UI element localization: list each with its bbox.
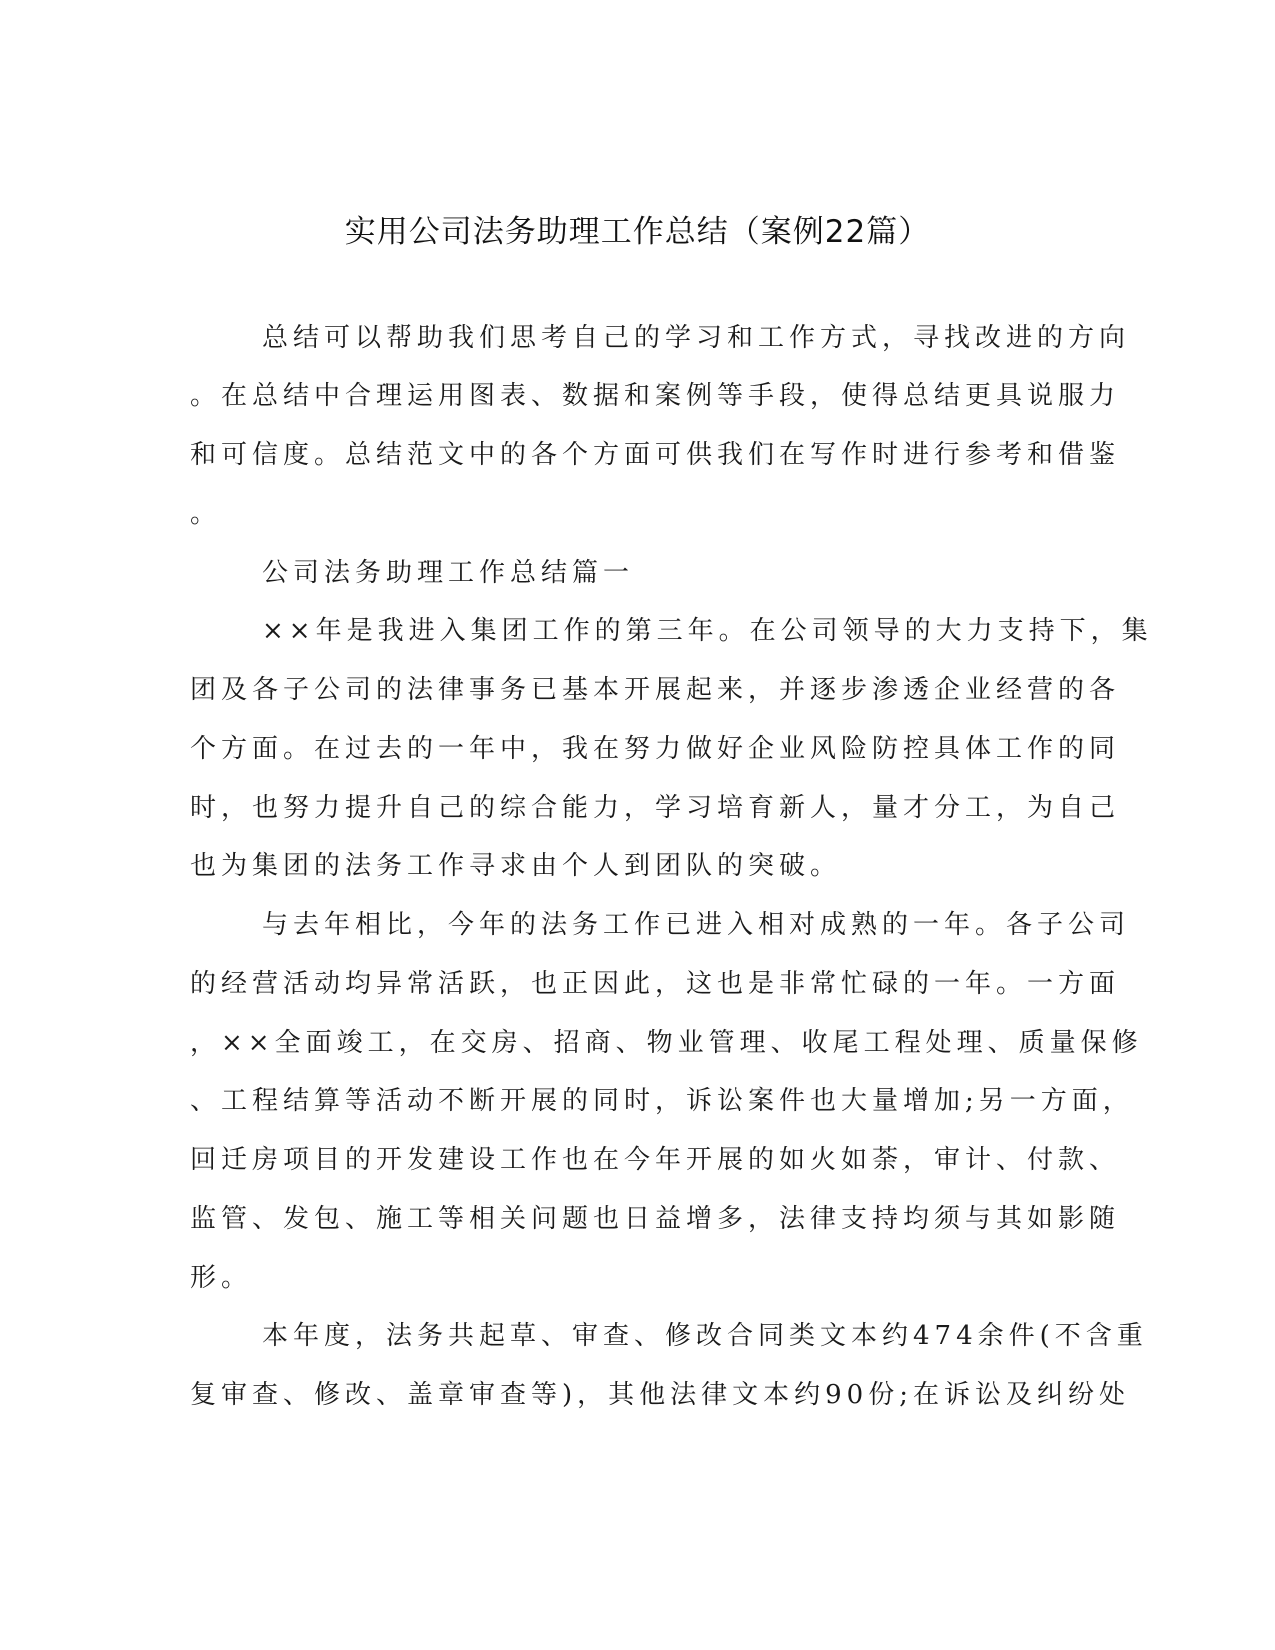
paragraph-line: 总结可以帮助我们思考自己的学习和工作方式，寻找改进的方向 — [262, 323, 1131, 353]
section-heading: 公司法务助理工作总结篇一 — [262, 558, 635, 588]
paragraph-line: 。在总结中合理运用图表、数据和案例等手段，使得总结更具说服力 — [190, 381, 1121, 411]
paragraph-line: ，××全面竣工，在交房、招商、物业管理、收尾工程处理、质量保修 — [190, 1028, 1143, 1058]
paragraph-line: 也为集团的法务工作寻求由个人到团队的突破。 — [190, 851, 842, 881]
paragraph-line: 团及各子公司的法律事务已基本开展起来，并逐步渗透企业经营的各 — [190, 675, 1121, 705]
paragraph-line: 复审查、修改、盖章审查等)，其他法律文本约90份;在诉讼及纠纷处 — [190, 1380, 1130, 1410]
paragraph-line: 本年度，法务共起草、审查、修改合同类文本约474余件(不含重 — [262, 1321, 1148, 1351]
paragraph-line: 。 — [190, 499, 222, 529]
paragraph-line: ××年是我进入集团工作的第三年。在公司领导的大力支持下，集 — [262, 616, 1153, 646]
paragraph-line: 、工程结算等活动不断开展的同时，诉讼案件也大量增加;另一方面， — [190, 1086, 1134, 1116]
paragraph-line: 与去年相比，今年的法务工作已进入相对成熟的一年。各子公司 — [262, 910, 1131, 940]
paragraph-line: 形。 — [190, 1263, 253, 1293]
paragraph-line: 回迁房项目的开发建设工作也在今年开展的如火如荼，审计、付款、 — [190, 1145, 1121, 1175]
paragraph-line: 监管、发包、施工等相关问题也日益增多，法律支持均须与其如影随 — [190, 1204, 1121, 1234]
paragraph-line: 时，也努力提升自己的综合能力，学习培育新人，量才分工，为自己 — [190, 793, 1121, 823]
document-title: 实用公司法务助理工作总结（案例22篇） — [344, 214, 931, 250]
paragraph-line: 个方面。在过去的一年中，我在努力做好企业风险防控具体工作的同 — [190, 734, 1121, 764]
paragraph-line: 的经营活动均异常活跃，也正因此，这也是非常忙碌的一年。一方面 — [190, 969, 1121, 999]
paragraph-line: 和可信度。总结范文中的各个方面可供我们在写作时进行参考和借鉴 — [190, 440, 1121, 470]
